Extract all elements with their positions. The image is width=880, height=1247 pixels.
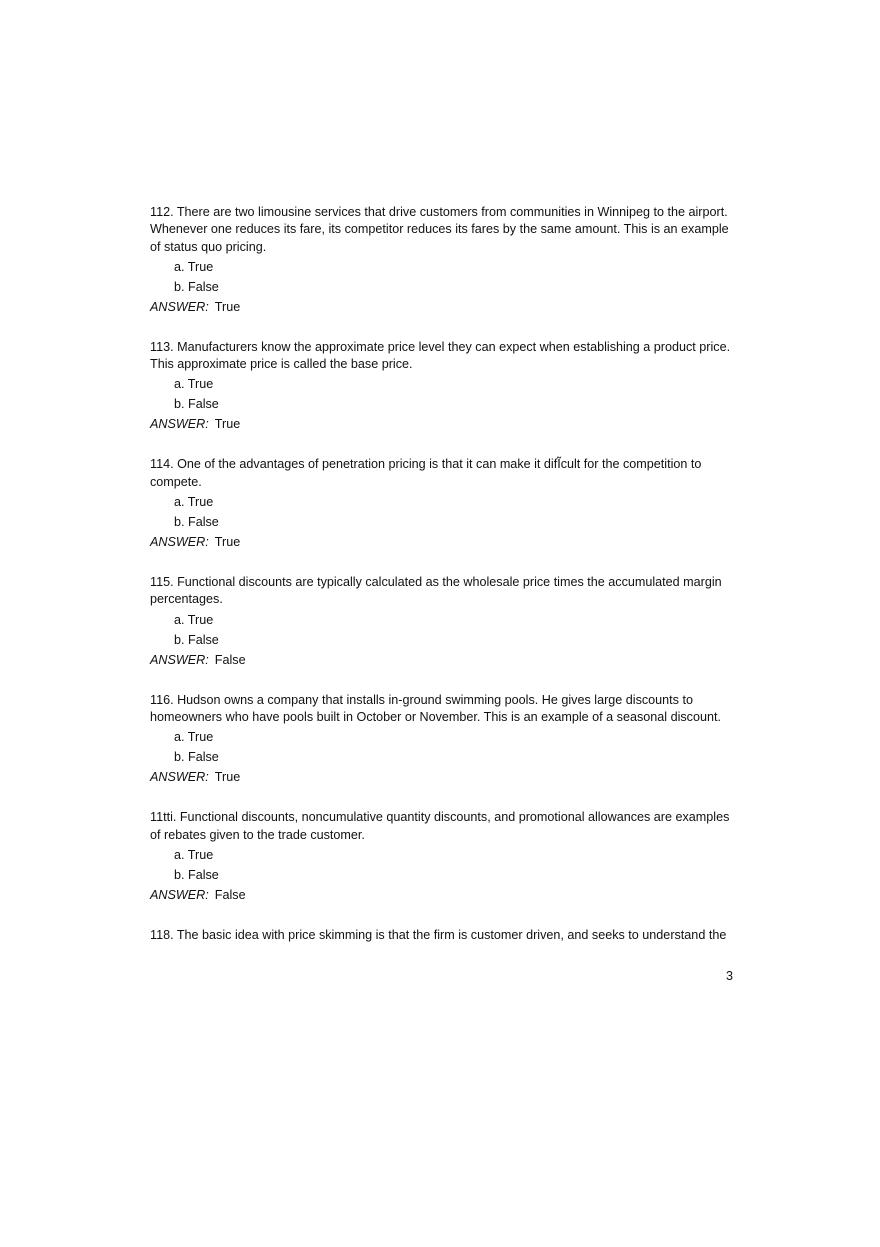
option-b: b. False — [174, 397, 219, 412]
page-number: 3 — [725, 969, 733, 983]
question-text: 113. Manufacturers know the approximate price level they can expect when establishing a product price. This approximate price is called the base price. — [150, 339, 731, 372]
question-115 — [150, 574, 735, 669]
option-a: a. True — [174, 847, 214, 862]
answer-label: ANSWER: — [150, 535, 209, 550]
option-b: b. False — [174, 515, 219, 530]
question-text: 11tti. Functional discounts, noncumulative quantity discounts, and promotional allowances are examples of rebates given to the trade customer. — [150, 810, 730, 842]
question-text: 115. Functional discounts are typically calculated as the wholesale price times the accumulated margin percentages. — [150, 575, 722, 607]
answer-line — [150, 416, 735, 433]
answer-label: ANSWER: — [150, 770, 209, 785]
option-a: a. True — [174, 730, 214, 745]
answer-value: False — [214, 652, 246, 667]
question-list — [150, 204, 735, 947]
answer-line — [150, 652, 735, 669]
answer-value: True — [214, 299, 241, 314]
question-116 — [150, 692, 735, 787]
option-b: b. False — [174, 750, 219, 765]
answer-label: ANSWER: — [150, 299, 209, 314]
answer-label: ANSWER: — [150, 417, 209, 432]
answer-label: ANSWER: — [150, 887, 209, 902]
answer-line — [150, 769, 735, 786]
answer-line — [150, 299, 735, 316]
question-114 — [150, 456, 735, 551]
option-a: a. True — [174, 377, 214, 392]
option-a: a. True — [174, 259, 214, 274]
answer-value: True — [214, 417, 241, 432]
option-a: a. True — [174, 495, 214, 510]
answer-value: True — [214, 535, 241, 550]
question-text: 114. One of the advantages of penetration pricing is that it can make it difĨcult for the competition to compete. — [150, 457, 702, 489]
answer-line — [150, 534, 735, 551]
answer-value: True — [214, 770, 241, 785]
option-a: a. True — [174, 612, 214, 627]
answer-value: False — [214, 887, 246, 902]
question-112 — [150, 204, 735, 316]
question-text: 116. Hudson owns a company that installs in-ground swimming pools. He gives large discounts to homeowners who have pools built in October or November. This is an example of a seasonal discount. — [150, 692, 721, 724]
question-117 — [150, 809, 735, 904]
question-113 — [150, 339, 735, 434]
answer-line — [150, 887, 735, 904]
question-text: 112. There are two limousine services that drive customers from communities in Winnipeg to the airport. Whenever one reduces its fare, its competitor reduces its fares by the same amount. This is an example of status quo pricing. — [150, 205, 729, 254]
option-b: b. False — [174, 867, 219, 882]
option-b: b. False — [174, 632, 219, 647]
answer-label: ANSWER: — [150, 652, 209, 667]
question-118-text: 118. The basic idea with price skimming is that the firm is customer driven, and seeks to understand the — [150, 927, 727, 942]
option-b: b. False — [174, 279, 219, 294]
